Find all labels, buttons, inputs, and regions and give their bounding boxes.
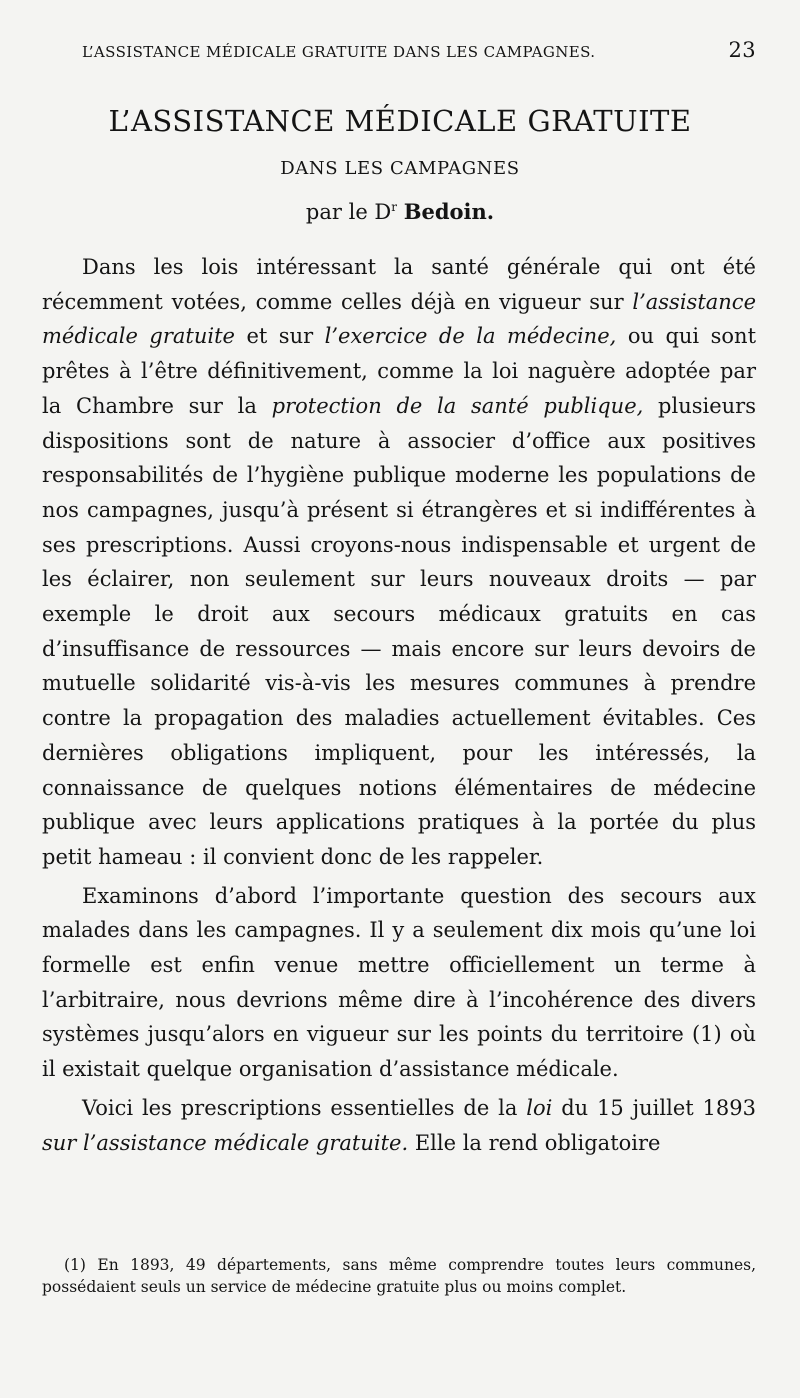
page-number: 23 [728, 38, 756, 62]
p1-text-1: Dans les lois intéressant la santé générale qui ont été récemment votées, comme celles déjà en vigueur sur [42, 255, 756, 314]
byline-author: Bedoin. [403, 199, 495, 224]
p1-italic-1: l’assistance médicale gratuite [42, 289, 756, 349]
running-head-title: L’ASSISTANCE MÉDICALE GRATUITE DANS LES CAMPAGNES. [82, 43, 596, 61]
running-head [82, 38, 756, 62]
article-body [42, 250, 756, 1160]
article-subtitle: DANS LES CAMPAGNES [280, 158, 520, 179]
p3-text-3: Elle la rend obligatoire [408, 1130, 661, 1155]
p3-text-1: Voici les prescriptions essentielles de la [82, 1095, 527, 1120]
paragraph-1 [42, 250, 756, 875]
footnote: (1) En 1893, 49 départements, sans même comprendre toutes leurs communes, possédaient seuls un service de médecine gratuite plus ou moins complet. [42, 1256, 756, 1296]
paragraph-3 [42, 1091, 756, 1160]
paragraph-2: Examinons d’abord l’importante question des secours aux malades dans les campagnes. Il y a seulement dix mois qu’une loi formelle est enfin venue mettre officiellement un terme à l’arbitraire, nous devrions même dire à l’incohérence des divers systèmes jusqu’alors en vigueur sur les points du territoire (1) où il existait quelque organisation d’assistance médicale. [42, 883, 756, 1082]
article-title: L’ASSISTANCE MÉDICALE GRATUITE [108, 104, 692, 138]
p1-text-3: ou qui sont prêtes à l’être définitivement, comme la loi naguère adoptée par la Chambre sur la [42, 324, 757, 418]
p3-italic-1: loi [526, 1095, 553, 1120]
p1-italic-3: protection de la santé publique, [271, 393, 644, 418]
p1-text-4: plusieurs dispositions sont de nature à associer d’office aux positives responsabilités de l’hygiène publique moderne les populations de nos campagnes, jusqu’à présent si étrangères et si indifférentes à ses prescriptions. Aussi croyons-nous indispensable et urgent de les éclairer, non seulement sur leurs nouveaux droits — par exemple le droit aux secours médicaux gratuits en cas d’insuffisance de ressources — mais encore sur leurs devoirs de mutuelle solidarité vis-à-vis les mesures communes à prendre contre la propagation des maladies actuellement évitables. Ces dernières obligations impliquent, pour les intéressés, la connaissance de quelques notions élémentaires de médecine publique avec leurs applications pratiques à la portée du plus petit hameau : il convient donc de les rappeler. [42, 393, 756, 869]
byline-sup: r [391, 200, 398, 214]
p3-text-2: du 15 juillet 1893 [552, 1095, 757, 1120]
p3-italic-2: sur l’assistance médicale gratuite. [42, 1130, 409, 1155]
byline-prefix: par le D [305, 200, 392, 224]
article-byline [0, 199, 800, 224]
p1-text-2: et sur [234, 324, 325, 349]
p1-italic-2: l’exercice de la médecine, [324, 324, 617, 349]
